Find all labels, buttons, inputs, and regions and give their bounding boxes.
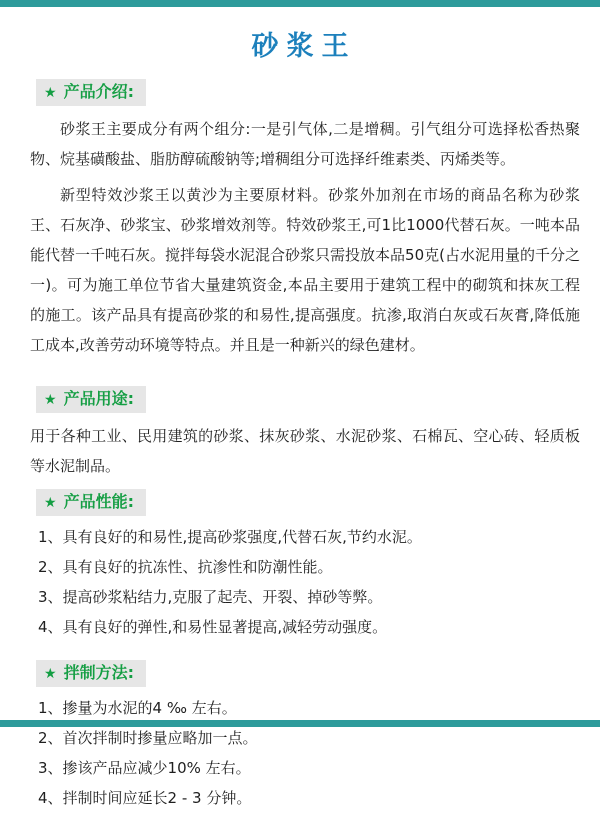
section-intro-heading <box>36 79 146 106</box>
mixing-item-1: 1、掺量为水泥的4 ‰ 左右。 <box>38 699 237 717</box>
section-performance-heading <box>36 489 146 516</box>
performance-list <box>38 522 580 642</box>
intro-paragraph-2: 新型特效沙浆王以黄沙为主要原材料。砂浆外加剂在市场的商品名称为砂浆王、石灰净、砂浆宝、砂浆增效剂等。特效砂浆王,可1比1000代替石灰。一吨本品能代替一千吨石灰。搅拌每袋水泥混合砂浆只需投放本品50克(占水泥用量的千分之一)。可为施工单位节省大量建筑资金,本品主要用于建筑工程中的砌筑和抹灰工程的施工。该产品具有提高砂浆的和易性,提高强度。抗渗,取消白灰或石灰膏,降低施工成本,改善劳动环境等特点。并且是一种新兴的绿色建材。 <box>30 186 580 354</box>
star-icon: ★ <box>44 85 57 101</box>
section-uses-heading <box>36 386 146 413</box>
star-icon: ★ <box>44 495 57 511</box>
star-icon: ★ <box>44 392 57 408</box>
section-uses <box>0 386 600 481</box>
section-performance-heading-label: 产品性能: <box>63 492 134 511</box>
performance-item-1: 1、具有良好的和易性,提高砂浆强度,代替石灰,节约水泥。 <box>38 528 422 546</box>
section-mixing-heading <box>36 660 146 687</box>
mixing-item-4: 4、拌制时间应延长2 - 3 分钟。 <box>38 789 252 807</box>
section-mixing-heading-label: 拌制方法: <box>63 663 134 682</box>
page-title: 砂浆王 <box>251 31 357 62</box>
uses-paragraph: 用于各种工业、民用建筑的砂浆、抹灰砂浆、水泥砂浆、石棉瓦、空心砖、轻质板等水泥制品。 <box>30 427 580 475</box>
mixing-item-3: 3、掺该产品应减少10% 左右。 <box>38 759 251 777</box>
performance-item-2: 2、具有良好的抗冻性、抗渗性和防潮性能。 <box>38 558 333 576</box>
mixing-item-2: 2、首次拌制时掺量应略加一点。 <box>38 729 258 747</box>
mixing-list <box>38 693 580 813</box>
section-intro <box>0 79 600 360</box>
performance-item-3: 3、提高砂浆粘结力,克服了起壳、开裂、掉砂等弊。 <box>38 588 383 606</box>
section-mixing <box>0 660 600 813</box>
star-icon: ★ <box>44 666 57 682</box>
intro-paragraph-1: 砂浆王主要成分有两个组分:一是引气体,二是增稠。引气组分可选择松香热聚物、烷基磺酸盐、脂肪醇硫酸钠等;增稠组分可选择纤维素类、丙烯类等。 <box>30 120 580 168</box>
section-uses-heading-label: 产品用途: <box>63 389 134 408</box>
top-edge-bar <box>0 0 600 7</box>
section-performance <box>0 489 600 642</box>
bottom-edge-bar <box>0 720 600 727</box>
performance-item-4: 4、具有良好的弹性,和易性显著提高,减轻劳动强度。 <box>38 618 388 636</box>
section-intro-heading-label: 产品介绍: <box>63 82 134 101</box>
